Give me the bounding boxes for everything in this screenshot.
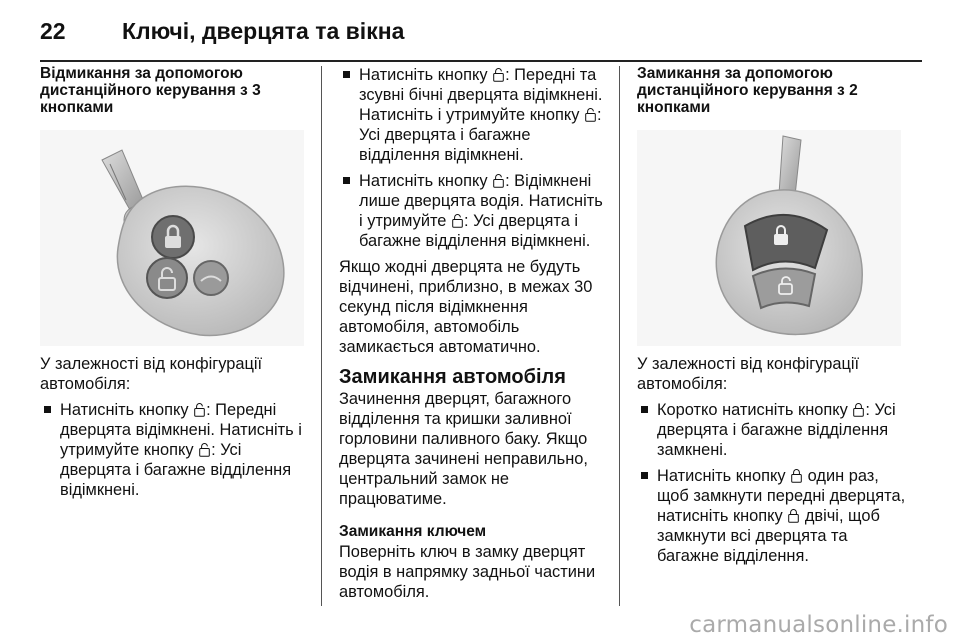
page-title: Ключі, дверцята та вікна bbox=[122, 18, 405, 44]
watermark: carmanualsonline.info bbox=[689, 612, 948, 638]
list-item: Натисніть кнопку : Передні та зсувні бічні дверцята відімкнені. Натисніть і утримуйте кнопку : Усі дверцята і багажне відділення відімкнені. bbox=[339, 65, 607, 165]
subsection-heading: Замикання ключем bbox=[339, 523, 487, 540]
lock-icon bbox=[853, 403, 864, 417]
unlock-icon bbox=[493, 174, 504, 188]
lock-icon bbox=[788, 509, 799, 523]
section-heading: Відмикання за допомогою дистанційного керування з 3 кнопками bbox=[40, 65, 261, 116]
column-left bbox=[40, 65, 304, 500]
intro-text: У залежності від конфігурації автомобіля: bbox=[637, 355, 860, 393]
header-divider bbox=[40, 60, 922, 62]
unlock-icon bbox=[199, 443, 210, 457]
lock-button bbox=[745, 215, 827, 270]
unlock-icon bbox=[452, 214, 463, 228]
auto-relock-text: Якщо жодні дверцята не будуть відчинені, приблизно, в межах 30 секунд після відімкнення автомобіля, автомобіль замикається автоматично. bbox=[339, 258, 593, 356]
trunk-button bbox=[194, 261, 228, 295]
intro-text: У залежності від конфігурації автомобіля: bbox=[40, 355, 263, 393]
unlock-icon bbox=[493, 68, 504, 82]
remote-2-button-image bbox=[637, 130, 901, 346]
lock-icon bbox=[791, 469, 802, 483]
list-item: Натисніть кнопку один раз, щоб замкнути передні дверцята, натисніть кнопку двічі, щоб замкнути всі дверцята та багажне відділення. bbox=[637, 466, 907, 566]
column-divider bbox=[321, 66, 322, 606]
list-item: Натисніть кнопку : Передні дверцята відімкнені. Натисніть і утримуйте кнопку : Усі дверцята і багажне відділення відімкнені. bbox=[40, 400, 304, 500]
column-middle bbox=[339, 65, 607, 602]
key-lock-text: Поверніть ключ в замку дверцят водія в напрямку задньої частини автомобіля. bbox=[339, 543, 596, 601]
column-divider bbox=[619, 66, 620, 606]
unlock-icon bbox=[194, 403, 205, 417]
locking-text: Зачинення дверцят, багажного відділення та кришки заливної горловини паливного баку. Якщо дверцята зачинені неправильно, центральний замок не працюватиме. bbox=[339, 390, 588, 508]
list-item: Натисніть кнопку : Відімкнені лише дверцята водія. Натисніть і утримуйте : Усі дверцята і багажне відділення відімкнені. bbox=[339, 171, 607, 251]
section-heading: Замикання за допомогою дистанційного керування з 2 кнопками bbox=[637, 65, 858, 116]
lock-button bbox=[152, 216, 194, 258]
column-right bbox=[637, 65, 907, 566]
unlock-icon bbox=[585, 108, 596, 122]
page-number: 22 bbox=[40, 18, 66, 44]
unlock-button bbox=[753, 268, 815, 308]
unlock-button bbox=[147, 258, 187, 298]
remote-3-button-image bbox=[40, 130, 304, 346]
list-item: Коротко натисніть кнопку : Усі дверцята і багажне відділення замкнені. bbox=[637, 400, 907, 460]
section-title: Замикання автомобіля bbox=[339, 366, 566, 388]
